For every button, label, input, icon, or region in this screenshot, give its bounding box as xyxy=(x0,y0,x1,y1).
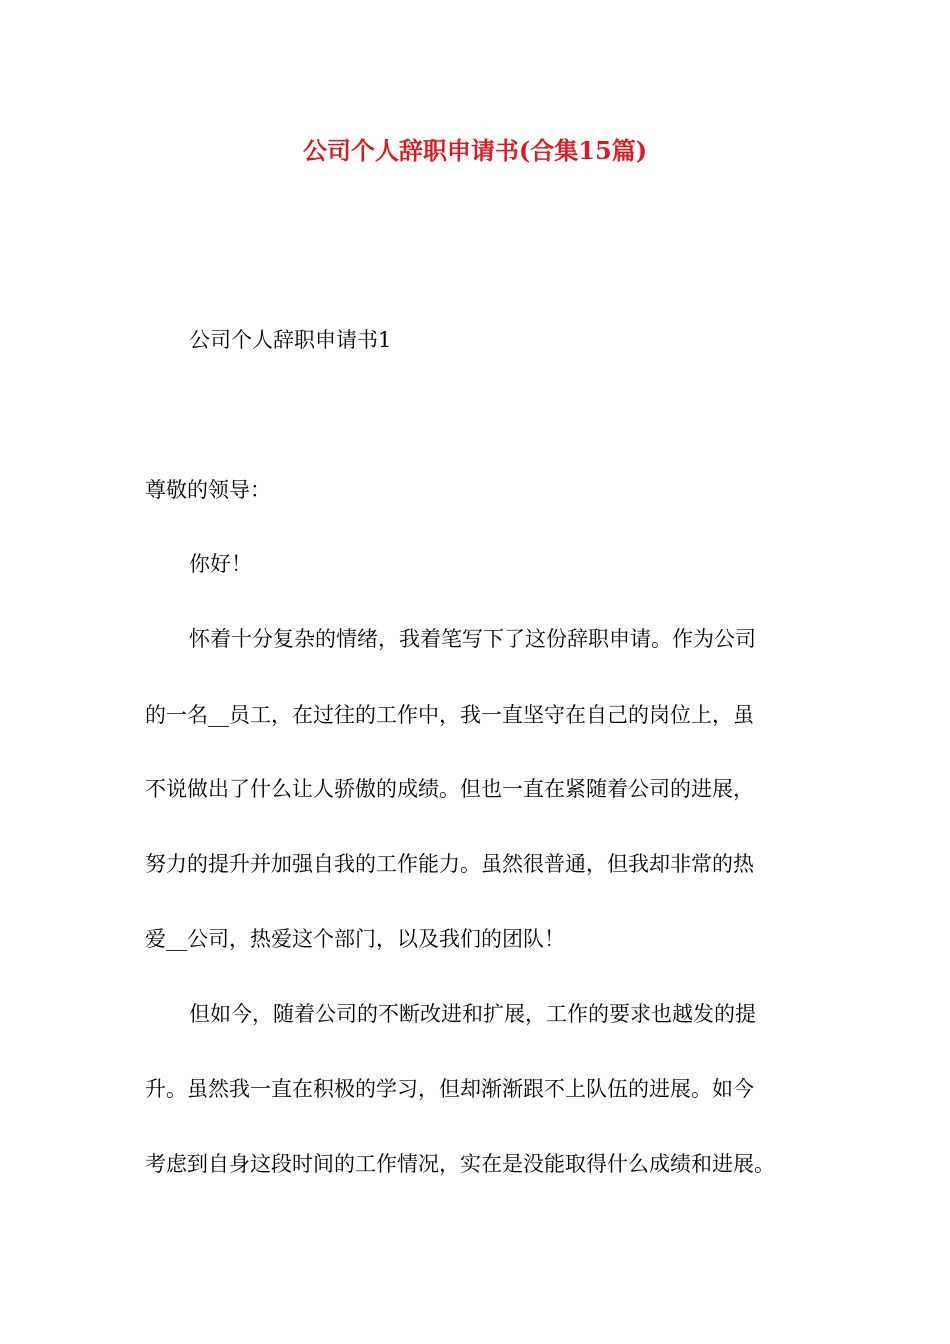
body-line-7: 升。虽然我一直在积极的学习，但却渐渐跟不上队伍的进展。如今 xyxy=(145,1077,754,1101)
document-title: 公司个人辞职申请书(合集15篇) xyxy=(302,136,648,165)
section-heading: 公司个人辞职申请书1 xyxy=(189,328,392,352)
body-line-4: 努力的提升并加强自我的工作能力。虽然很普通，但我却非常的热 xyxy=(145,852,754,876)
body-line-1: 怀着十分复杂的情绪，我着笔写下了这份辞职申请。作为公司 xyxy=(189,627,756,651)
body-line-6: 但如今，随着公司的不断改进和扩展，工作的要求也越发的提 xyxy=(189,1002,756,1026)
salutation: 尊敬的领导： xyxy=(145,478,271,502)
body-line-3: 不说做出了什么让人骄傲的成绩。但也一直在紧随着公司的进展， xyxy=(145,777,754,801)
body-line-8: 考虑到自身这段时间的工作情况，实在是没能取得什么成绩和进展。 xyxy=(145,1152,775,1176)
body-line-5: 爱__公司，热爱这个部门，以及我们的团队！ xyxy=(145,927,565,951)
greeting: 你好！ xyxy=(189,552,252,576)
body-line-2: 的一名__员工，在过往的工作中，我一直坚守在自己的岗位上，虽 xyxy=(145,703,754,727)
